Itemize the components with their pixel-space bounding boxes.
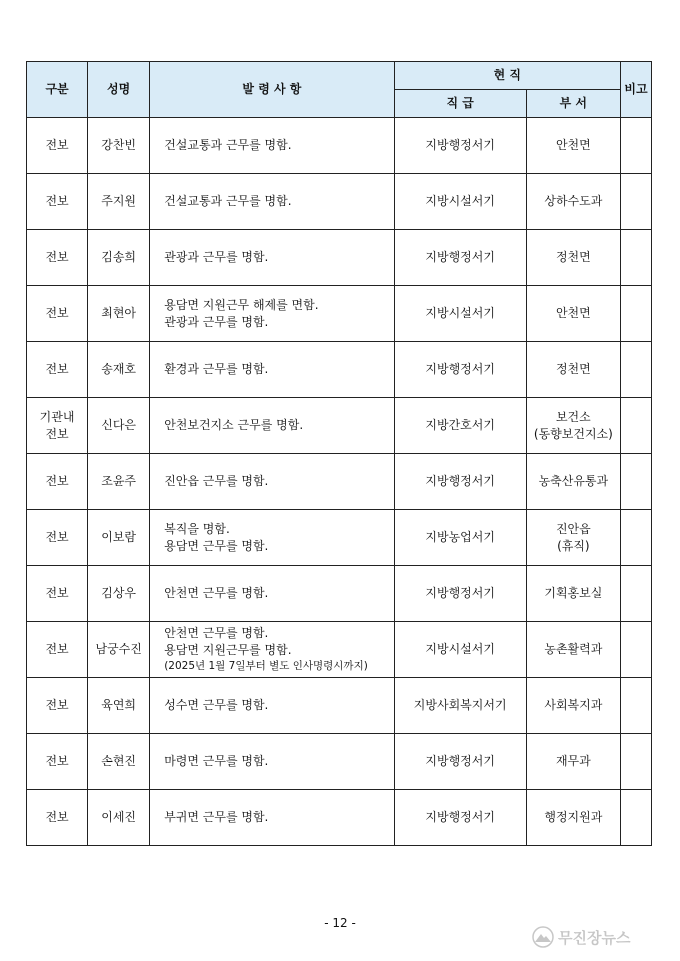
cell-text-line: 전보 xyxy=(45,754,69,768)
cell-text-line: 전보 xyxy=(45,194,69,208)
cell-order xyxy=(150,118,394,174)
cell-text-line: 전보 xyxy=(45,362,69,376)
cell-text-line: 용담면 지원근무 해제를 면함. xyxy=(164,297,319,312)
cell-category xyxy=(27,566,88,622)
cell-text-line: 전보 xyxy=(45,586,69,600)
cell-text-line: 안천보건지소 근무를 명함. xyxy=(164,418,304,432)
table-row xyxy=(27,118,652,174)
cell-text-line: 정천면 xyxy=(555,362,591,376)
cell-order xyxy=(150,454,394,510)
table-row xyxy=(27,398,652,454)
header-category: 구분 xyxy=(27,62,88,118)
cell-note xyxy=(620,510,651,566)
cell-dept xyxy=(526,678,620,734)
cell-text-line: 농축산유통과 xyxy=(538,474,609,488)
cell-grade: 지방행정서기 xyxy=(394,342,526,398)
header-current-position: 현 직 xyxy=(394,62,620,90)
cell-order xyxy=(150,790,394,846)
table-row xyxy=(27,510,652,566)
watermark xyxy=(532,925,672,949)
cell-text-line: 성수면 근무를 명함. xyxy=(164,698,269,712)
cell-note xyxy=(620,622,651,678)
cell-grade: 지방간호서기 xyxy=(394,398,526,454)
cell-grade: 지방농업서기 xyxy=(394,510,526,566)
cell-order xyxy=(150,734,394,790)
cell-note xyxy=(620,454,651,510)
cell-text-line: 안천면 근무를 명함. xyxy=(164,586,269,600)
cell-text-line: 사회복지과 xyxy=(544,698,603,712)
cell-grade: 지방사회복지서기 xyxy=(394,678,526,734)
cell-dept xyxy=(526,622,620,678)
header-note: 비고 xyxy=(620,62,651,118)
cell-text-line: 마령면 근무를 명함. xyxy=(164,754,269,768)
cell-note xyxy=(620,118,651,174)
cell-note xyxy=(620,734,651,790)
cell-text-line: 용담면 근무를 명함. xyxy=(164,538,269,553)
cell-order xyxy=(150,622,394,678)
cell-grade: 지방시설서기 xyxy=(394,174,526,230)
page-number: - 12 - xyxy=(324,916,356,930)
cell-note xyxy=(620,230,651,286)
cell-category xyxy=(27,510,88,566)
table-row xyxy=(27,566,652,622)
cell-dept xyxy=(526,566,620,622)
cell-dept xyxy=(526,790,620,846)
cell-order xyxy=(150,230,394,286)
table-row xyxy=(27,454,652,510)
cell-category xyxy=(27,678,88,734)
table-row xyxy=(27,342,652,398)
cell-text-line: 전보 xyxy=(45,426,69,441)
cell-name: 최현아 xyxy=(88,286,150,342)
cell-category xyxy=(27,342,88,398)
table-row xyxy=(27,286,652,342)
cell-text-line: 전보 xyxy=(45,530,69,544)
cell-note xyxy=(620,790,651,846)
cell-dept xyxy=(526,510,620,566)
cell-order xyxy=(150,286,394,342)
cell-category xyxy=(27,398,88,454)
header-name: 성명 xyxy=(88,62,150,118)
cell-text-line: 관광과 근무를 명함. xyxy=(164,314,269,329)
cell-grade: 지방행정서기 xyxy=(394,454,526,510)
cell-text-line: 전보 xyxy=(45,642,69,656)
cell-dept xyxy=(526,734,620,790)
table-row xyxy=(27,622,652,678)
cell-name: 이보람 xyxy=(88,510,150,566)
cell-text-line: 전보 xyxy=(45,474,69,488)
cell-text-line: 기관내 xyxy=(39,409,75,424)
header-dept: 부 서 xyxy=(526,90,620,118)
header-order: 발 령 사 항 xyxy=(150,62,394,118)
cell-grade: 지방행정서기 xyxy=(394,118,526,174)
cell-note xyxy=(620,174,651,230)
cell-text-line: (휴직) xyxy=(557,538,590,553)
cell-dept xyxy=(526,342,620,398)
cell-text-line: 행정지원과 xyxy=(544,810,603,824)
cell-grade: 지방행정서기 xyxy=(394,566,526,622)
mountain-logo-icon xyxy=(532,926,554,948)
cell-dept xyxy=(526,230,620,286)
table-row xyxy=(27,734,652,790)
cell-text-line: 재무과 xyxy=(555,754,591,768)
cell-order xyxy=(150,174,394,230)
cell-text-line: 전보 xyxy=(45,250,69,264)
cell-text-line: 진안읍 근무를 명함. xyxy=(164,474,269,488)
cell-grade: 지방행정서기 xyxy=(394,230,526,286)
cell-text-line: 건설교통과 근무를 명함. xyxy=(164,194,292,208)
cell-text-line: 전보 xyxy=(45,810,69,824)
cell-category xyxy=(27,790,88,846)
cell-category xyxy=(27,118,88,174)
cell-order xyxy=(150,342,394,398)
cell-order xyxy=(150,566,394,622)
cell-name: 송재호 xyxy=(88,342,150,398)
cell-text-line: 환경과 근무를 명함. xyxy=(164,362,269,376)
cell-note xyxy=(620,566,651,622)
cell-dept xyxy=(526,454,620,510)
cell-text-line: 농촌활력과 xyxy=(544,642,603,656)
cell-order xyxy=(150,510,394,566)
cell-text-line: 보건소 xyxy=(555,409,591,424)
table-row xyxy=(27,230,652,286)
cell-text-line: (2025년 1월 7일부터 별도 인사명령시까지) xyxy=(164,660,368,672)
table-header xyxy=(27,62,652,118)
table-row xyxy=(27,678,652,734)
cell-category xyxy=(27,174,88,230)
header-grade: 직 급 xyxy=(394,90,526,118)
cell-category xyxy=(27,622,88,678)
cell-grade: 지방행정서기 xyxy=(394,734,526,790)
cell-dept xyxy=(526,398,620,454)
cell-text-line: 건설교통과 근무를 명함. xyxy=(164,138,292,152)
cell-category xyxy=(27,286,88,342)
cell-name: 남궁수진 xyxy=(88,622,150,678)
cell-category xyxy=(27,454,88,510)
cell-name: 주지원 xyxy=(88,174,150,230)
cell-name: 김상우 xyxy=(88,566,150,622)
cell-grade: 지방시설서기 xyxy=(394,622,526,678)
table-row xyxy=(27,790,652,846)
cell-name: 조윤주 xyxy=(88,454,150,510)
cell-name: 신다은 xyxy=(88,398,150,454)
cell-name: 강찬빈 xyxy=(88,118,150,174)
cell-grade: 지방시설서기 xyxy=(394,286,526,342)
cell-text-line: 전보 xyxy=(45,698,69,712)
cell-dept xyxy=(526,174,620,230)
table-body xyxy=(27,118,652,846)
cell-text-line: (동향보건지소) xyxy=(533,426,613,441)
cell-dept xyxy=(526,118,620,174)
cell-text-line: 상하수도과 xyxy=(544,194,603,208)
cell-note xyxy=(620,286,651,342)
cell-name: 이세진 xyxy=(88,790,150,846)
cell-text-line: 진안읍 xyxy=(555,521,591,536)
cell-text-line: 관광과 근무를 명함. xyxy=(164,250,269,264)
watermark-text: 무진장뉴스 xyxy=(558,928,631,947)
cell-name: 육연희 xyxy=(88,678,150,734)
cell-text-line: 용담면 지원근무를 명함. xyxy=(164,643,292,657)
cell-order xyxy=(150,398,394,454)
cell-text-line: 복직을 명함. xyxy=(164,521,230,536)
personnel-order-table xyxy=(26,61,652,846)
cell-name: 김송희 xyxy=(88,230,150,286)
cell-note xyxy=(620,342,651,398)
cell-text-line: 부귀면 근무를 명함. xyxy=(164,810,269,824)
cell-name: 손현진 xyxy=(88,734,150,790)
cell-category xyxy=(27,230,88,286)
cell-dept xyxy=(526,286,620,342)
cell-category xyxy=(27,734,88,790)
cell-text-line: 안천면 xyxy=(555,306,591,320)
cell-grade: 지방행정서기 xyxy=(394,790,526,846)
cell-text-line: 전보 xyxy=(45,138,69,152)
cell-text-line: 정천면 xyxy=(555,250,591,264)
cell-text-line: 안천면 xyxy=(555,138,591,152)
cell-text-line: 전보 xyxy=(45,306,69,320)
cell-note xyxy=(620,678,651,734)
cell-text-line: 기획홍보실 xyxy=(544,586,603,600)
cell-text-line: 안천면 근무를 명함. xyxy=(164,626,269,640)
cell-order xyxy=(150,678,394,734)
cell-note xyxy=(620,398,651,454)
table-row xyxy=(27,174,652,230)
